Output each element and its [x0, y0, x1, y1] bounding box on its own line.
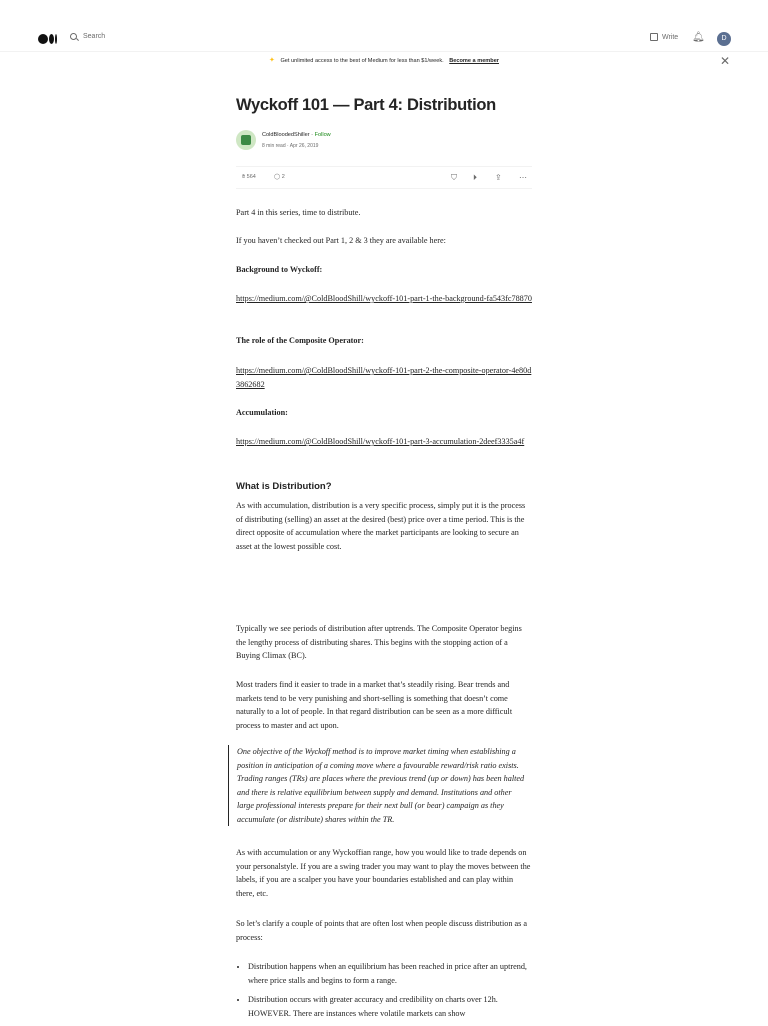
list-item: • Distribution happens when an equilibrium has been reached in price after an uptrend, where price stalls and begins to form a range. — [248, 960, 532, 987]
follow-button[interactable]: Follow — [314, 132, 331, 138]
heading-composite-operator: The role of the Composite Operator: — [236, 336, 364, 345]
paragraph-uptrends: Typically we see periods of distribution after uptrends. The Composite Operator begins the lengthy process of distributing shares. This begins with the stopping action of a Buying Climax (BC). — [236, 624, 522, 660]
publish-date: Apr 26, 2019 — [289, 143, 319, 149]
bullet-list — [236, 960, 532, 1026]
more-icon[interactable]: ⋯ — [519, 173, 527, 182]
write-button[interactable] — [650, 33, 678, 41]
paragraph-traders: Most traders find it easier to trade in a market that’s steadily rising. Bear trends and markets tend to be very punishing and short-selling is something that doesn’t come naturally to a lot of people. In that regard distribution can be seen as a more difficult process to master and act upon. — [236, 680, 513, 730]
author-line: ColdBloodedShiller · Follow — [262, 132, 331, 138]
link-part-3[interactable]: https://medium.com/@ColdBloodShill/wyckoff-101-part-3-accumulation-2deef3335a4f — [236, 437, 525, 446]
list-item: • Distribution occurs with greater accuracy and credibility on charts over 12h. HOWEVER. There are instances where volatile markets can show — [248, 993, 532, 1020]
paragraph-parts: If you haven’t checked out Part 1, 2 & 3 they are available here: — [236, 236, 446, 245]
write-label: Write — [662, 33, 679, 41]
avatar[interactable]: D — [717, 32, 731, 46]
bookmark-icon[interactable]: ⛉ — [451, 173, 457, 182]
paragraph-definition: As with accumulation, distribution is a very specific process, simply put it is the process of distributing (selling) an asset at the desired (best) price over a time period. This is the direct opposite of accumulation where the market participants are looking to secure an asset at the lowest possible cost. — [236, 501, 526, 551]
responses-button[interactable] — [274, 174, 285, 180]
article-title: Wyckoff 101 — Part 4: Distribution — [236, 96, 496, 114]
clap-button[interactable] — [242, 174, 256, 181]
author-avatar[interactable] — [236, 130, 256, 150]
author-name[interactable]: ColdBloodedShiller — [262, 132, 310, 138]
heading-background: Background to Wyckoff: — [236, 265, 323, 274]
paragraph-clarify: So let’s clarify a couple of points that are often lost when people discuss distribution as a process: — [236, 919, 528, 942]
close-icon[interactable]: ✕ — [720, 54, 731, 68]
share-icon[interactable]: ⇪ — [495, 173, 502, 182]
bell-icon[interactable]: 🔔︎ — [692, 32, 705, 43]
paragraph-intro: Part 4 in this series, time to distribute. — [236, 208, 361, 217]
clap-count: 564 — [246, 174, 256, 180]
link-part-2[interactable]: https://medium.com/@ColdBloodShill/wyckoff-101-part-2-the-composite-operator-4e80d3862682 — [236, 366, 532, 389]
section-heading: What is Distribution? — [236, 481, 332, 492]
block-quote: One objective of the Wyckoff method is to improve market timing when establishing a position in anticipation of a coming move where a favourable reward/risk ratio exists. Trading ranges (TRs) are places where the previous trend (up or down) has been halted and there is relative equilibrium between supply and demand. Institutions and other large professional interests prepare for their next bull (or bear) campaign as they accumulate (or distribute) shares within the TR. — [228, 745, 528, 826]
play-icon[interactable]: ⏵ — [473, 173, 477, 182]
link-part-1[interactable]: https://medium.com/@ColdBloodShill/wyckoff-101-part-1-the-background-fa543fc78870 — [236, 294, 532, 303]
membership-banner — [0, 56, 768, 64]
top-navigation-bar — [0, 0, 768, 52]
action-bar — [236, 166, 532, 189]
search-icon — [70, 33, 77, 40]
clap-icon: ✋︎ — [242, 174, 246, 180]
paragraph-style: As with accumulation or any Wyckoffian range, how you would like to trade depends on your personalstyle. If you are a swing trader you may want to play the moves between the labels, if you are a scalper you have your boundaries established and can play within there, etc. — [236, 848, 531, 898]
write-icon — [650, 33, 658, 41]
comment-icon: ◯ — [274, 174, 281, 180]
become-member-link[interactable]: Become a member — [449, 58, 499, 64]
read-time: 8 min read — [262, 143, 286, 149]
search-input[interactable]: Search — [83, 33, 106, 40]
banner-text: Get unlimited access to the best of Medium for less than $1/week. — [280, 58, 444, 64]
search-box[interactable] — [70, 33, 105, 40]
heading-accumulation: Accumulation: — [236, 408, 288, 417]
article-meta: 8 min read · Apr 26, 2019 — [262, 143, 319, 149]
response-count: 2 — [281, 174, 285, 180]
star-icon: ✦ — [269, 57, 275, 64]
